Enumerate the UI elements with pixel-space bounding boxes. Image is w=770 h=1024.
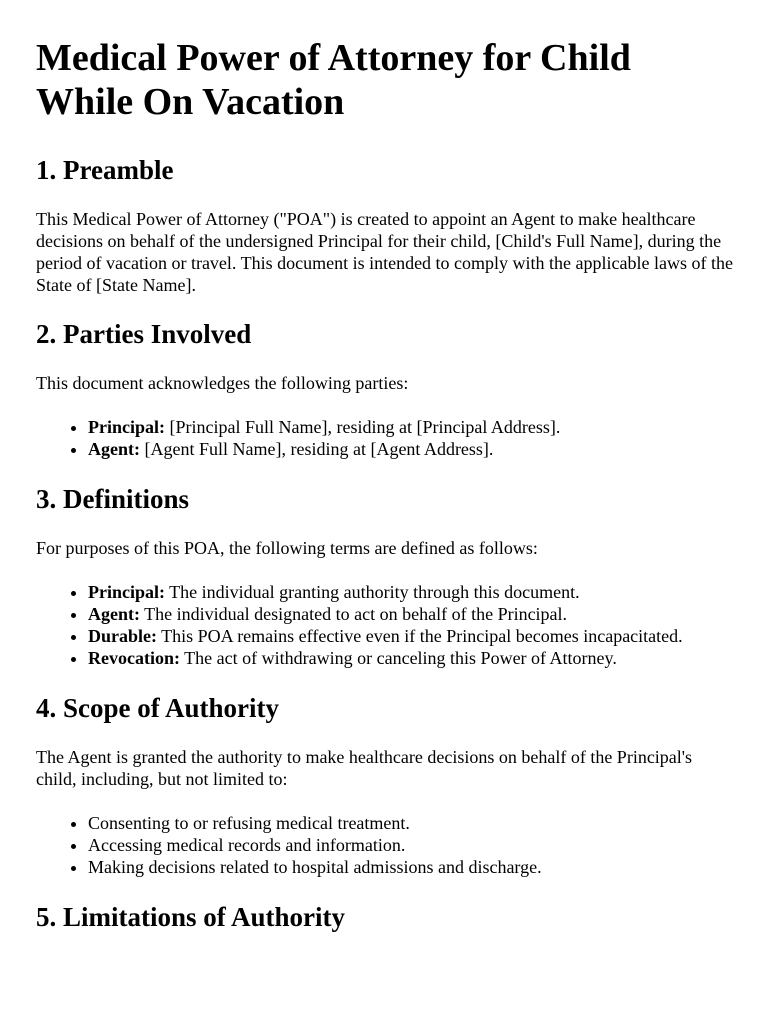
list-item [88, 603, 734, 625]
list-item: • Accessing medical records and information. [88, 834, 734, 856]
list-item [88, 625, 734, 647]
list-item-term: Revocation: [88, 648, 180, 668]
list-item-term: Principal: [88, 417, 165, 437]
list-item-text: The individual designated to act on behalf of the Principal. [140, 604, 568, 624]
section-heading: 4. Scope of Authority [36, 693, 279, 723]
list-item-text: [Agent Full Name], residing at [Agent Address]. [140, 439, 494, 459]
section-preamble [36, 154, 734, 296]
list-item-term: Durable: [88, 626, 157, 646]
section-paragraph: The Agent is granted the authority to make healthcare decisions on behalf of the Principal's child, including, but not limited to: [36, 747, 693, 789]
document-title: Medical Power of Attorney for Child While On Vacation [36, 37, 631, 123]
list-item-term: Agent: [88, 604, 140, 624]
list-item [88, 416, 734, 438]
section-paragraph: This Medical Power of Attorney ("POA") is created to appoint an Agent to make healthcare decisions on behalf of the undersigned Principal for their child, [Child's Full Name], during the period of vacation or travel. This document is intended to comply with the applicable laws of the State of [State Name]. [36, 209, 733, 295]
section-parties-involved [36, 318, 734, 460]
definitions-list [36, 581, 734, 669]
section-scope-of-authority [36, 692, 734, 878]
section-limitations-of-authority [36, 901, 734, 933]
list-item-text: [Principal Full Name], residing at [Principal Address]. [165, 417, 561, 437]
section-heading: 5. Limitations of Authority [36, 902, 346, 932]
list-item-term: Principal: [88, 582, 165, 602]
list-item [88, 438, 734, 460]
scope-list [36, 812, 734, 878]
list-item [88, 581, 734, 603]
list-item-text: The act of withdrawing or canceling this Power of Attorney. [179, 648, 617, 668]
section-paragraph: For purposes of this POA, the following terms are defined as follows: [36, 538, 538, 558]
section-paragraph: This document acknowledges the following parties: [36, 373, 409, 393]
list-item-term: Agent: [88, 439, 140, 459]
parties-list [36, 416, 734, 460]
section-heading: 2. Parties Involved [36, 319, 252, 349]
list-item [88, 647, 734, 669]
list-item: • Making decisions related to hospital admissions and discharge. [88, 856, 734, 878]
list-item: • Consenting to or refusing medical treatment. [88, 812, 734, 834]
section-heading: 1. Preamble [36, 155, 174, 185]
section-heading: 3. Definitions [36, 484, 190, 514]
list-item-text: The individual granting authority through this document. [165, 582, 580, 602]
section-definitions [36, 483, 734, 669]
list-item-text: This POA remains effective even if the Principal becomes incapacitated. [157, 626, 683, 646]
